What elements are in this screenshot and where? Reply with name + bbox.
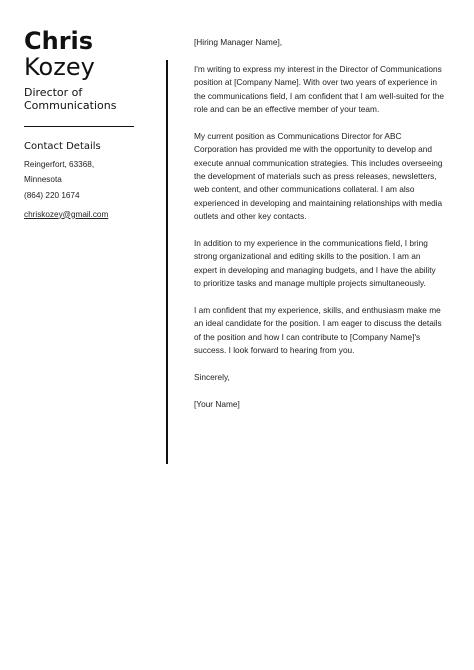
last-name: Kozey [24, 53, 95, 81]
vertical-divider [166, 60, 168, 464]
phone-number: (864) 220 1674 [24, 191, 80, 200]
contact-heading: Contact Details [24, 141, 101, 152]
letter-paragraph-4: I am confident that my experience, skills, and enthusiasm make me an ideal candidate for the position. I am eager to discuss the details of the position and how I can contribute to [Company Name]'s success. I look forward to hearing from you. [194, 305, 442, 356]
address-line-2: Minnesota [24, 174, 62, 184]
sidebar [24, 28, 136, 222]
letter-body [194, 36, 444, 425]
email-link[interactable]: chriskozey@gmail.com [24, 209, 109, 219]
letter-paragraph-3: In addition to my experience in the communications field, I bring strong organizational and editing skills to the position. I am an expert in developing and managing budgets, and I have the ability to prioritize tasks and manage multiple projects simultaneously. [194, 238, 436, 289]
job-title: Director of Communications [24, 86, 117, 112]
closing: Sincerely, [194, 372, 230, 383]
letter-paragraph-1: I'm writing to express my interest in the Director of Communications position at [Company Name]. With over two years of experience in the communications field, I am confident that I am well-suited for the role and can be an effective member of your team. [194, 63, 444, 115]
salutation: [Hiring Manager Name], [194, 37, 283, 47]
address-line-1: Reingerfort, 63368, [24, 160, 95, 169]
sidebar-rule [24, 126, 134, 127]
contact-details [24, 158, 136, 222]
letter-paragraph-2: My current position as Communications Director for ABC Corporation has provided me with the opportunity to develop and execute annual communication strategies. This includes overseeing the development of materials such as press releases, newsletters, web content, and other communications collateral. I am also experienced in developing and maintaining relationships with media outlets and other key contacts. [194, 130, 443, 222]
signature: [Your Name] [194, 398, 240, 409]
first-name: Chris [24, 27, 94, 55]
